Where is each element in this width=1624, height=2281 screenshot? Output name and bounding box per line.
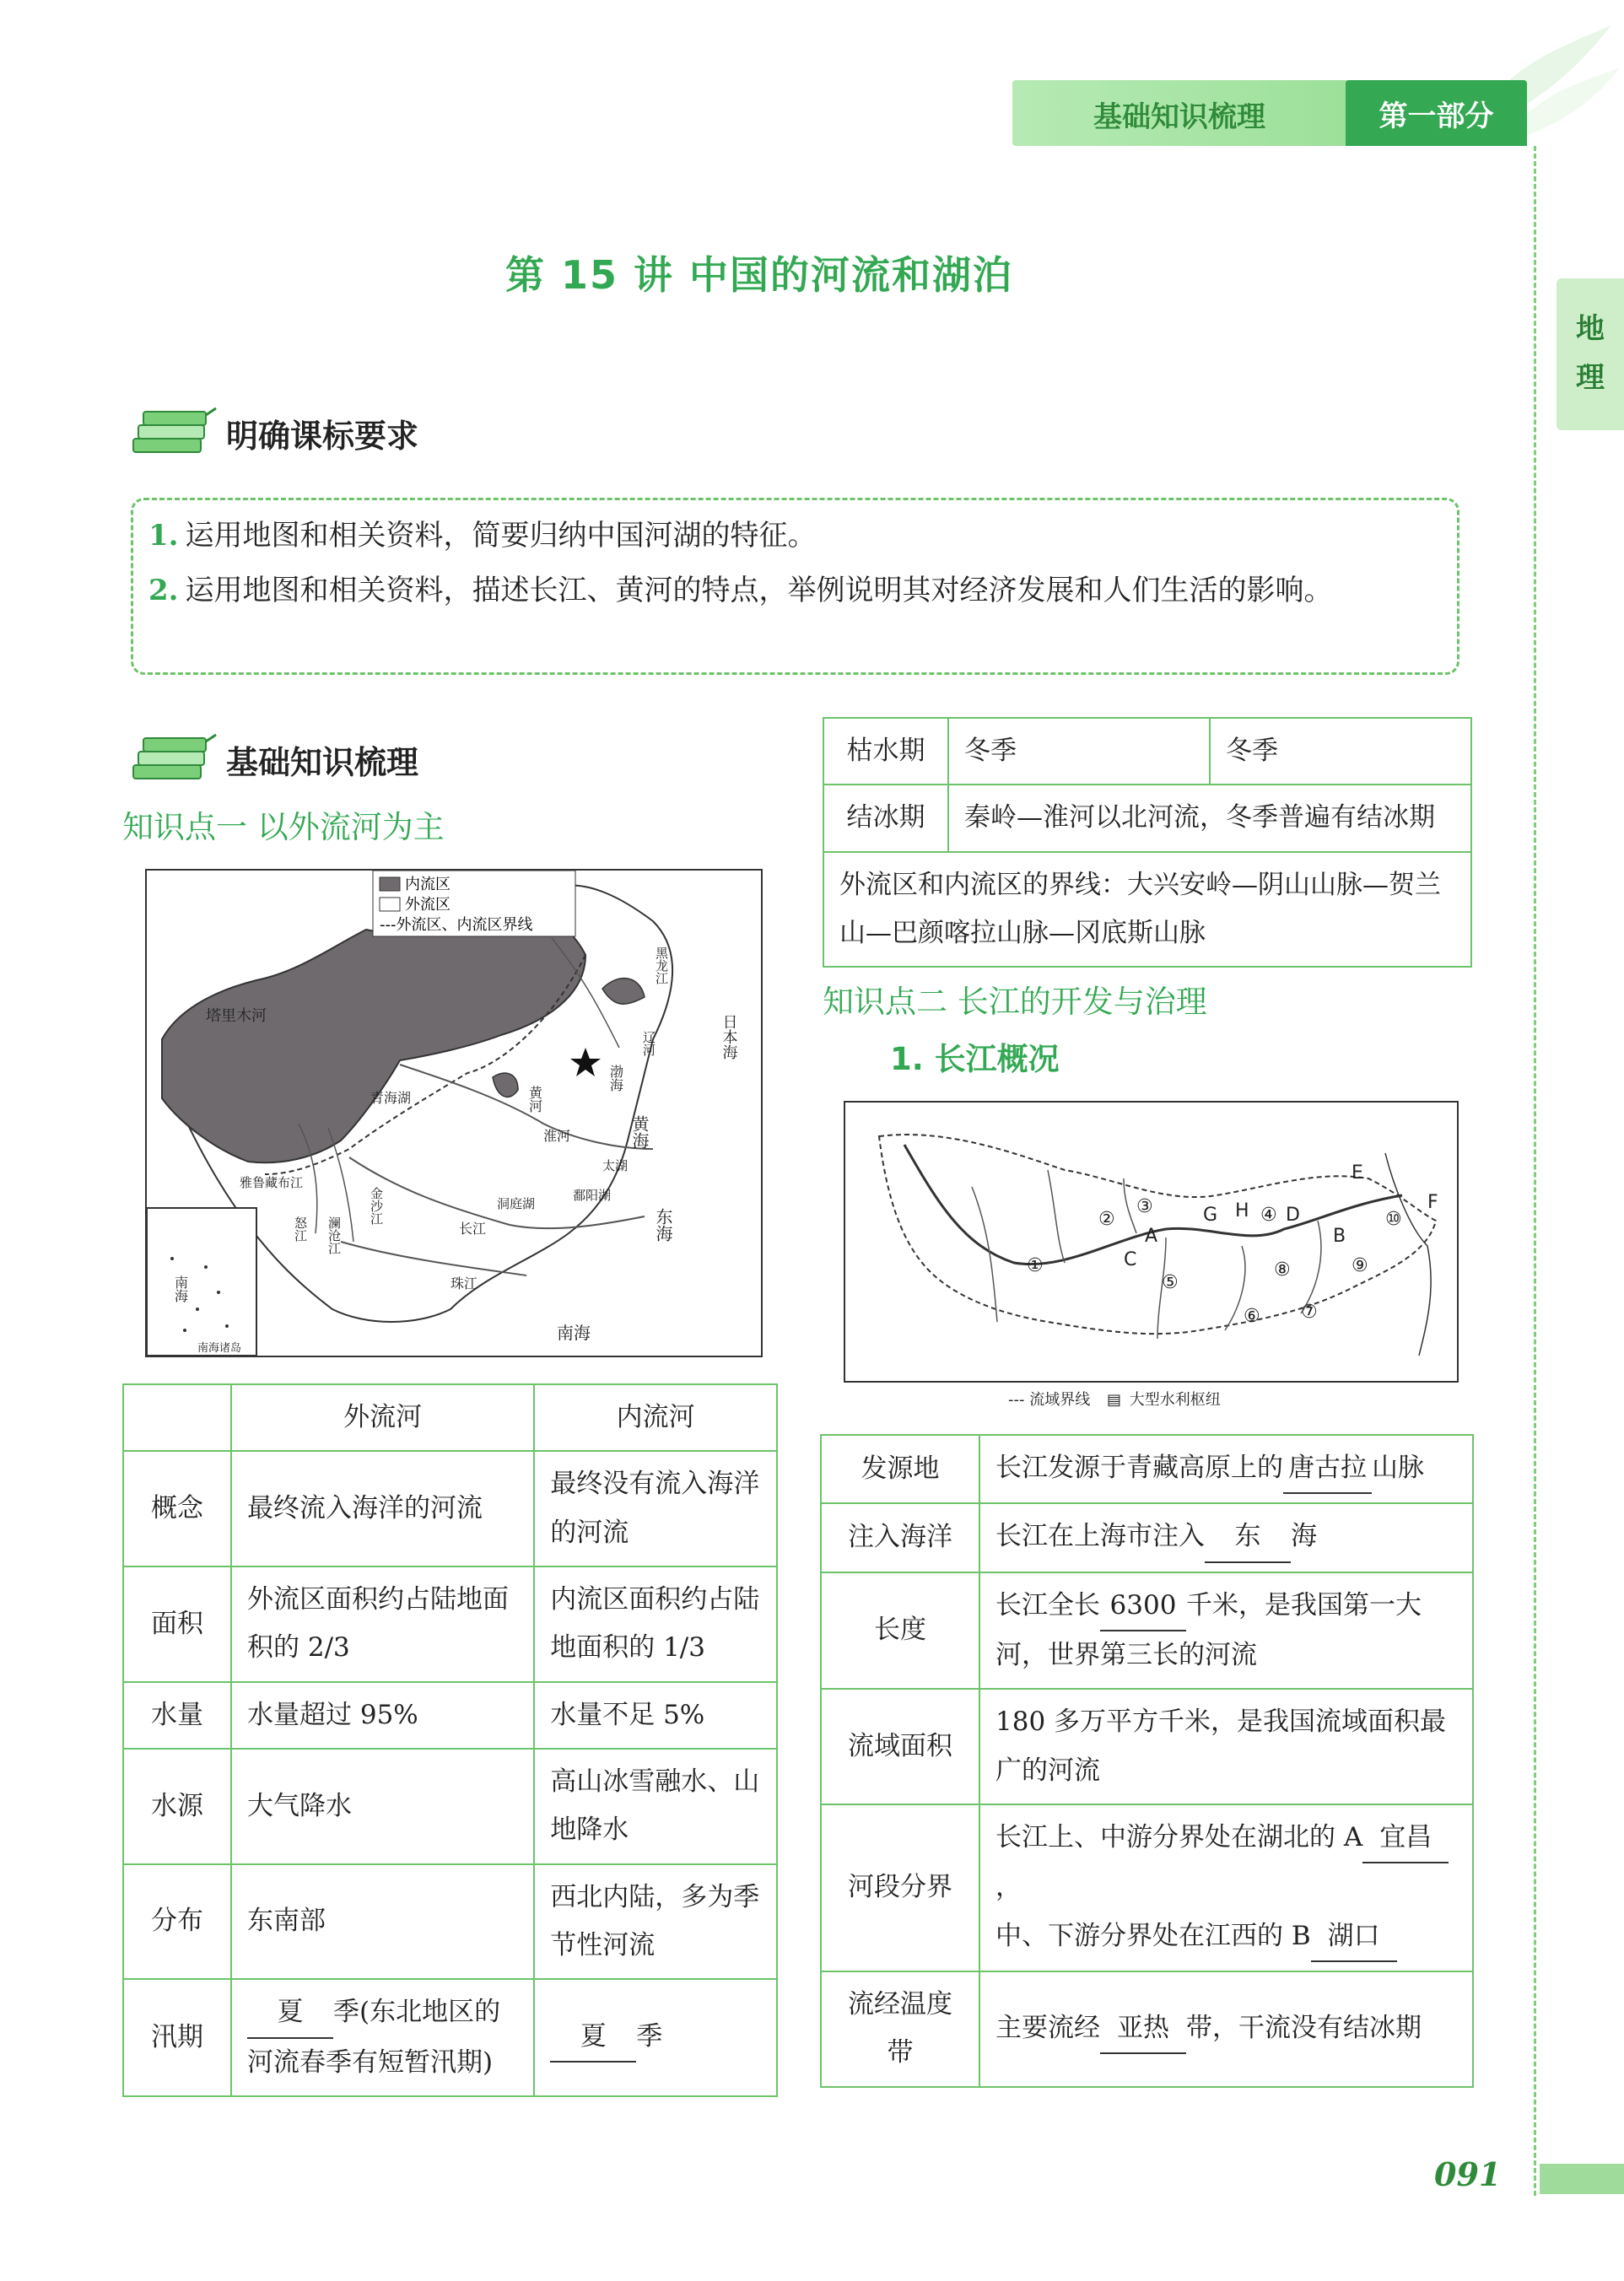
legend-dam: 大型水利枢纽 xyxy=(1129,1391,1221,1409)
label-japan-sea: 日本海 xyxy=(720,1014,738,1060)
books-icon xyxy=(127,730,219,789)
table-row xyxy=(123,1567,777,1682)
yangtze-letter-b: B xyxy=(1333,1226,1346,1247)
row-external: 水量超过 95% xyxy=(231,1682,534,1749)
table-row xyxy=(123,1864,777,1980)
header-part-label: 第一部分 xyxy=(1346,80,1527,146)
row-label: 汛期 xyxy=(123,1979,231,2096)
row-internal: 西北内陆，多为季节性河流 xyxy=(534,1864,777,1980)
label-east-sea: 东海 xyxy=(653,1208,673,1242)
row-value xyxy=(979,1572,1473,1690)
legend-internal: 内流区 xyxy=(405,876,451,893)
header-section-title: 基础知识梳理 xyxy=(1093,100,1265,134)
row-value: 秦岭—淮河以北河流，冬季普遍有结冰期 xyxy=(948,785,1471,851)
table-row xyxy=(823,852,1471,968)
table-row xyxy=(821,1435,1473,1503)
row-pre: 主要流经 xyxy=(995,2012,1100,2043)
row-value-b: 冬季 xyxy=(1210,718,1471,785)
kp2-title: 知识点二 长江的开发与治理 xyxy=(823,984,1207,1020)
legend-basin-line: --- 流域界线 xyxy=(1008,1391,1091,1409)
yangtze-num-8: ⑧ xyxy=(1274,1259,1291,1281)
requirement-num-1: 1. xyxy=(148,519,179,553)
requirement-text-1: 运用地图和相关资料，简要归纳中国河湖的特征。 xyxy=(185,519,817,553)
blank-fill: 6300 xyxy=(1100,1582,1186,1631)
table-row xyxy=(821,1804,1473,1971)
row-value: 180 多万平方千米，是我国流域面积最广的河流 xyxy=(979,1689,1473,1804)
table-row xyxy=(823,785,1471,851)
label-poyang: 鄱阳湖 xyxy=(573,1188,612,1203)
row-internal: 最终没有流入海洋的河流 xyxy=(534,1451,777,1567)
inset-sea-label: 南海 xyxy=(172,1275,189,1302)
row-value xyxy=(979,1804,1473,1971)
row-label: 水量 xyxy=(123,1682,231,1749)
label-huai: 淮河 xyxy=(543,1128,571,1144)
label-qinghai: 青海湖 xyxy=(370,1090,412,1106)
row-pre2: 中、下游分界处在江西的 B xyxy=(995,1920,1311,1951)
yangtze-num-10: ⑩ xyxy=(1385,1209,1402,1230)
blank-fill: 宜昌 xyxy=(1362,1814,1449,1863)
row-external xyxy=(231,1979,534,2096)
lesson-title: 第 15 讲 中国的河流和湖泊 xyxy=(504,252,1014,298)
yangtze-letter-d: D xyxy=(1286,1205,1300,1226)
label-zhu: 珠江 xyxy=(451,1275,478,1291)
label-dongting: 洞庭湖 xyxy=(497,1196,536,1211)
table-row xyxy=(821,1572,1473,1690)
flood-int-rest: 季 xyxy=(636,2021,663,2052)
row-post: 山脉 xyxy=(1372,1453,1424,1483)
table-row xyxy=(123,1682,777,1749)
flood-ext-rest: 季(东北地区的河流春季有短暂汛期) xyxy=(247,1997,501,2078)
label-heilong: 黑龙江 xyxy=(654,946,669,984)
row-pre: 长江上、中游分界处在湖北的 A xyxy=(995,1822,1363,1853)
label-taihu: 太湖 xyxy=(602,1158,629,1173)
row-internal: 水量不足 5% xyxy=(534,1682,777,1749)
requirement-num-2: 2. xyxy=(148,573,179,607)
china-drainage-map xyxy=(145,869,763,1357)
row-post: ， xyxy=(995,1872,1022,1903)
page-number-band xyxy=(1540,2164,1624,2194)
requirement-text-2: 运用地图和相关资料，描述长江、黄河的特点，举例说明其对经济发展和人们生活的影响。 xyxy=(185,573,1333,607)
table-header-external: 外流河 xyxy=(231,1384,534,1451)
row-label: 发源地 xyxy=(821,1435,979,1503)
yangtze-num-7: ⑦ xyxy=(1301,1302,1318,1323)
kp2-subtitle: 1. 长江概况 xyxy=(890,1041,1060,1077)
yangtze-num-6: ⑥ xyxy=(1244,1306,1260,1327)
yangtze-num-2: ② xyxy=(1098,1209,1115,1230)
yangtze-letter-h: H xyxy=(1235,1200,1249,1221)
inset-label: 南海诸岛 xyxy=(197,1342,242,1355)
row-post: 千米，是我国第一大河，世界第三长的河流 xyxy=(995,1589,1422,1671)
page-number: 091 xyxy=(1434,2155,1502,2193)
row-label: 结冰期 xyxy=(823,785,948,851)
table-header-internal: 内流河 xyxy=(534,1384,777,1451)
kp1-title: 知识点一 以外流河为主 xyxy=(122,809,445,845)
table-row-flood xyxy=(123,1979,777,2096)
yangtze-letter-c: C xyxy=(1124,1249,1137,1270)
row-external: 外流区面积约占陆地面积的 2/3 xyxy=(231,1567,534,1682)
yangtze-letter-e: E xyxy=(1352,1162,1363,1184)
row-label: 流经温度带 xyxy=(821,1971,979,2087)
legend-boundary: ---外流区、内流区界线 xyxy=(380,916,533,934)
right-dashed-margin xyxy=(1534,146,1536,2196)
row-label: 长度 xyxy=(821,1572,979,1690)
yangtze-letter-g: G xyxy=(1203,1205,1218,1226)
yangtze-num-5: ⑤ xyxy=(1162,1272,1179,1293)
blank-fill: 东 xyxy=(1205,1513,1291,1562)
row-internal: 高山冰雪融水、山地降水 xyxy=(534,1749,777,1864)
blank-fill: 夏 xyxy=(550,2013,636,2063)
row-label: 水源 xyxy=(123,1749,231,1864)
table-row xyxy=(123,1451,777,1567)
row-label: 枯水期 xyxy=(823,718,948,785)
blank-fill: 湖口 xyxy=(1311,1912,1397,1962)
blank-fill: 亚热 xyxy=(1100,2004,1186,2054)
row-pre: 长江全长 xyxy=(995,1589,1100,1620)
yangtze-legend xyxy=(1008,1388,1221,1410)
label-yellow-sea: 黄海 xyxy=(629,1115,650,1149)
row-label: 面积 xyxy=(123,1567,231,1682)
row-value xyxy=(979,1971,1473,2087)
table-row xyxy=(823,718,1471,785)
row-pre: 长江发源于青藏高原上的 xyxy=(995,1453,1283,1483)
requirements-heading-text: 明确课标要求 xyxy=(226,417,419,455)
row-label: 河段分界 xyxy=(821,1804,979,1971)
yangtze-letter-a: A xyxy=(1145,1226,1158,1247)
label-lancang: 澜沧江 xyxy=(326,1216,342,1254)
legend-external: 外流区 xyxy=(405,896,451,914)
row-value xyxy=(979,1435,1473,1503)
side-tab-char-1: 地 xyxy=(1576,312,1605,347)
label-jinsha: 金沙江 xyxy=(369,1187,384,1225)
table-row xyxy=(821,1503,1473,1572)
yangtze-basin-map xyxy=(844,1101,1459,1383)
basics-heading-text: 基础知识梳理 xyxy=(226,743,419,781)
subject-side-tab xyxy=(1557,278,1624,430)
basics-heading xyxy=(127,730,418,789)
label-liao: 辽河 xyxy=(641,1031,656,1056)
row-label: 分布 xyxy=(123,1864,231,1980)
kp1-compare-table xyxy=(122,1383,778,2097)
label-yarlung: 雅鲁藏布江 xyxy=(240,1175,304,1190)
row-internal xyxy=(534,1979,777,2096)
requirement-item-2 xyxy=(148,564,1442,618)
yangtze-overview-table xyxy=(820,1434,1474,2088)
yangtze-letter-f: F xyxy=(1427,1192,1438,1213)
row-value xyxy=(979,1503,1473,1572)
blank-fill: 夏 xyxy=(247,1988,333,2038)
label-tarim: 塔里木河 xyxy=(206,1007,267,1025)
label-nu: 怒江 xyxy=(293,1216,308,1242)
table-row xyxy=(123,1749,777,1864)
row-external: 东南部 xyxy=(231,1864,534,1980)
label-south-sea: 南海 xyxy=(557,1323,591,1343)
table-row xyxy=(821,1971,1473,2087)
requirement-item-1 xyxy=(148,509,1442,564)
dam-icon: ▤ xyxy=(1106,1391,1121,1409)
row-label: 注入海洋 xyxy=(821,1503,979,1572)
row-label: 流域面积 xyxy=(821,1689,979,1804)
south-sea-inset xyxy=(147,1208,256,1356)
right-continuation-table xyxy=(823,717,1472,968)
requirements-box xyxy=(131,498,1459,675)
table-header-empty xyxy=(123,1384,231,1451)
books-icon xyxy=(127,403,219,462)
table-row xyxy=(821,1689,1473,1804)
boundary-text: 外流区和内流区的界线：大兴安岭—阴山山脉—贺兰山—巴颜喀拉山脉—冈底斯山脉 xyxy=(823,852,1471,968)
row-external: 最终流入海洋的河流 xyxy=(231,1451,534,1567)
row-pre: 长江在上海市注入 xyxy=(995,1521,1205,1552)
row-post: 海 xyxy=(1291,1521,1317,1552)
yangtze-num-3: ③ xyxy=(1136,1196,1153,1217)
label-changjiang: 长江 xyxy=(459,1221,487,1237)
requirements-heading xyxy=(127,403,418,462)
row-external: 大气降水 xyxy=(231,1749,534,1864)
blank-fill: 唐古拉 xyxy=(1283,1444,1372,1494)
row-internal: 内流区面积约占陆地面积的 1/3 xyxy=(534,1567,777,1682)
label-bohai: 渤海 xyxy=(607,1065,624,1092)
label-huang: 黄河 xyxy=(526,1086,543,1113)
row-post: 带，干流没有结冰期 xyxy=(1186,2012,1422,2043)
yangtze-num-4: ④ xyxy=(1260,1205,1277,1226)
row-value-a: 冬季 xyxy=(948,718,1210,785)
yangtze-num-1: ① xyxy=(1027,1255,1044,1276)
side-tab-char-2: 理 xyxy=(1576,361,1605,395)
row-label: 概念 xyxy=(123,1451,231,1567)
yangtze-num-9: ⑨ xyxy=(1352,1255,1368,1276)
